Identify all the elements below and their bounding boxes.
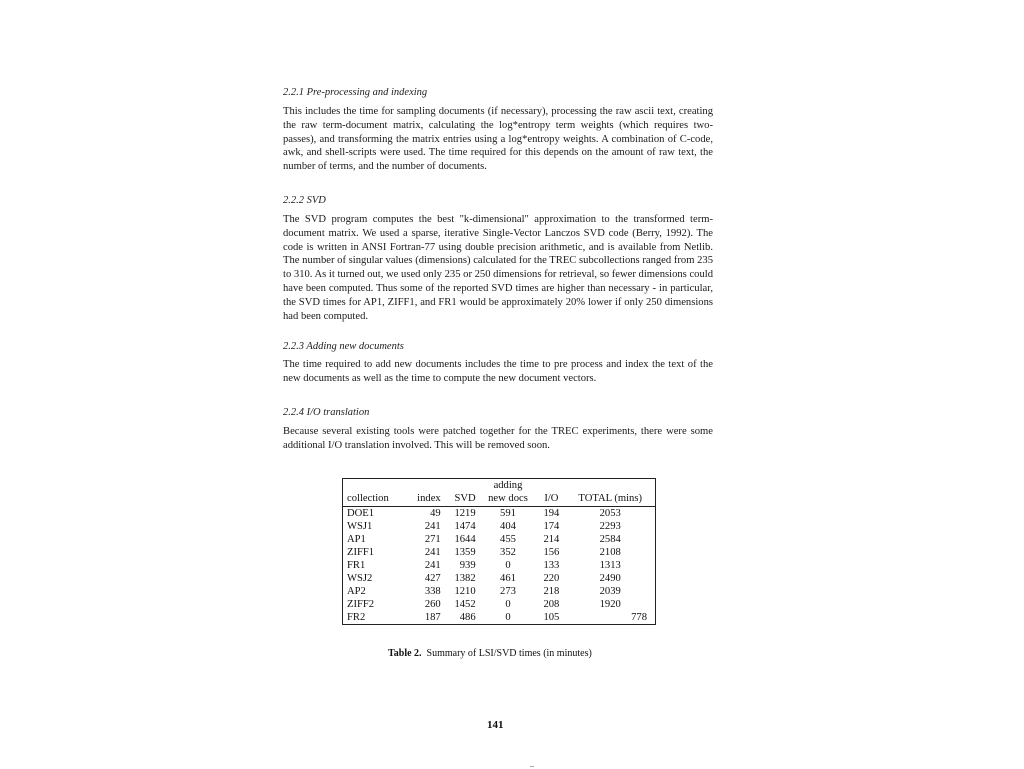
table-caption: [388, 648, 592, 659]
table-row: DOE1 49 1219 591 194 2053: [347, 508, 621, 519]
table-row: FR1 241 939 0 133 1313: [347, 560, 621, 571]
page-number: 141: [487, 719, 504, 731]
table-caption-label: Table 2.: [388, 648, 422, 659]
table-row: WSJ2 427 1382 461 220 2490: [347, 573, 621, 584]
table-row: FR2 187 486 0 105 778: [347, 612, 647, 623]
section-body-io-translation: Because several existing tools were patched together for the TREC experiments, there were some additional I/O translation involved. This will be removed soon.: [283, 426, 713, 451]
section-body-preprocessing: This includes the time for sampling documents (if necessary), processing the raw ascii text, creating the raw term-document matrix, calculating the log*entropy term weights (which requires two-passes), and transforming the matrix entries using a log*entropy weights. A combination of C-code, awk, and shell-scripts were used. The time required for this depends on the amount of raw text, the number of terms, and the number of documents.: [283, 106, 713, 173]
section-title-io-translation: 2.2.4 I/O translation: [283, 407, 370, 418]
header-svd: SVD: [444, 492, 479, 507]
times-table: [342, 478, 656, 625]
footer-marks: ..: [530, 760, 534, 769]
table-row: WSJ1 241 1474 404 174 2293: [347, 521, 621, 532]
table-row: AP1 271 1644 455 214 2584: [347, 534, 621, 545]
header-total: TOTAL (mins): [565, 492, 655, 507]
section-title-preprocessing: 2.2.1 Pre-processing and indexing: [283, 87, 428, 98]
section-title-svd: 2.2.2 SVD: [283, 195, 326, 206]
section-body-svd: The SVD program computes the best "k-dimensional" approximation to the transformed term-document matrix. We used a sparse, iterative Single-Vector Lanczos SVD code (Berry, 1992). The code is written in ANSI Fortran-77 using double precision arithmetic, and is available from Netlib. The number of singular values (dimensions) calculated for the TREC subcollections ranged from 235 to 310. As it turned out, we used only 235 or 250 dimensions for retrieval, so fewer dimensions could have been computed. Thus some of the reported SVD times are higher than necessary - in particular, the SVD times for AP1, ZIFF1, and FR1 would be approximately 20% lower if only 250 dimensions had been computed.: [283, 214, 713, 322]
table-caption-text: Summary of LSI/SVD times (in minutes): [426, 648, 592, 659]
table-row: ZIFF2 260 1452 0 208 1920: [347, 599, 621, 610]
header-collection: collection: [343, 492, 406, 507]
header-io: I/O: [537, 492, 565, 507]
header-adding: adding: [493, 480, 523, 491]
section-title-adding-docs: 2.2.3 Adding new documents: [283, 341, 404, 352]
section-body-adding-docs: The time required to add new documents includes the time to pre process and index the text of the new documents as well as the time to compute the new document vectors.: [283, 359, 713, 384]
table-row: ZIFF1 241 1359 352 156 2108: [347, 547, 621, 558]
table-row: AP2 338 1210 273 218 2039: [347, 586, 621, 597]
header-new-docs: new docs: [479, 492, 538, 507]
header-index: index: [406, 492, 444, 507]
